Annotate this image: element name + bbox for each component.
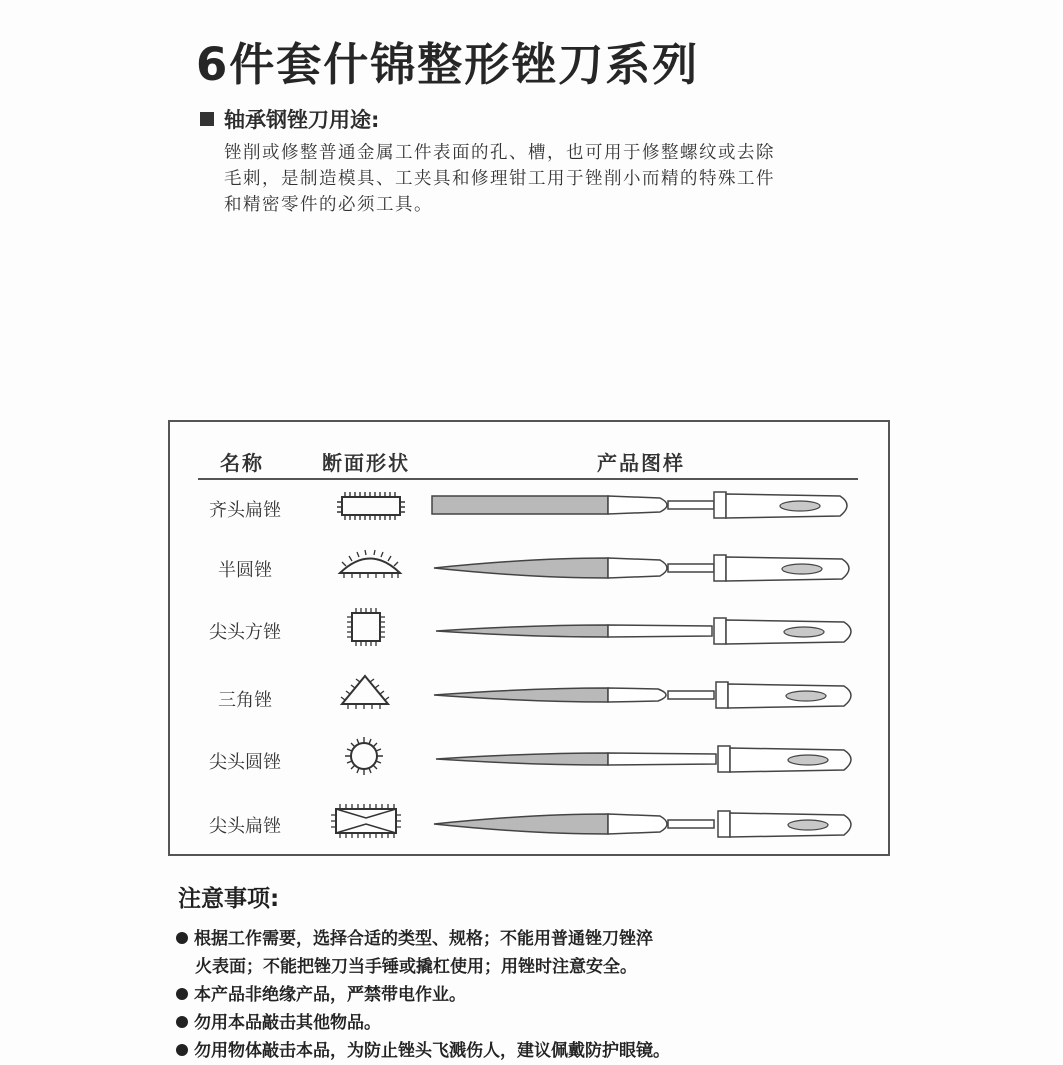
usage-line: 锉削或修整普通金属工件表面的孔、槽，也可用于修整螺纹或去除 [224,143,775,163]
triangle-cross-section-icon [336,670,394,712]
notes-list [176,925,670,1065]
round-file-illustration [430,742,860,776]
page-title: 6件套什锦整形锉刀系列 [196,38,700,91]
bullet-icon [176,1044,188,1056]
flat-cross-section-icon [336,490,406,522]
square-bullet-icon [200,112,214,126]
bullet-icon [176,1016,188,1028]
round-cross-section-icon [342,734,386,778]
header-divider [198,478,858,480]
note-item [176,1037,670,1065]
file-name-label: 齐头扁锉 [209,500,281,521]
bullet-icon [176,932,188,944]
file-name-label: 尖头方锉 [209,622,281,643]
file-name-label: 尖头扁锉 [209,816,281,837]
note-text: 根据工作需要，选择合适的类型、规格；不能用普通锉刀锉淬 [194,929,653,949]
note-text: 本产品非绝缘产品，严禁带电作业。 [194,985,466,1005]
file-name-label: 三角锉 [218,690,272,711]
notes-heading: 注意事项: [178,886,280,912]
note-text: 勿用本品敲击其他物品。 [194,1013,381,1033]
pointed-flat-file-illustration [430,806,860,842]
column-header-section: 断面形状 [322,451,410,475]
file-name-label: 半圆锉 [218,560,272,581]
usage-line: 毛刺，是制造模具、工夹具和修理钳工用于锉削小而精的特殊工件 [224,169,775,189]
usage-heading-text: 轴承钢锉刀用途: [224,108,380,132]
usage-heading [200,104,379,134]
flat-file-illustration [430,488,860,524]
note-item [176,981,670,1009]
half-round-cross-section-icon [334,546,406,580]
note-item-continuation: 火表面；不能把锉刀当手锤或撬杠使用；用锉时注意安全。 [195,957,637,977]
note-item [176,1009,670,1037]
column-header-product: 产品图样 [597,451,685,475]
usage-paragraph [224,140,884,218]
flat-bowtie-cross-section-icon [330,803,402,839]
triangle-file-illustration [430,678,860,712]
usage-line: 和精密零件的必须工具。 [224,195,433,215]
note-item [176,925,670,953]
file-name-label: 尖头圆锉 [209,752,281,773]
half-round-file-illustration [430,550,860,586]
column-header-name: 名称 [220,451,264,475]
note-text: 勿用物体敲击本品，为防止锉头飞溅伤人，建议佩戴防护眼镜。 [194,1041,670,1061]
square-file-illustration [430,614,860,648]
square-cross-section-icon [345,606,387,648]
bullet-icon [176,988,188,1000]
